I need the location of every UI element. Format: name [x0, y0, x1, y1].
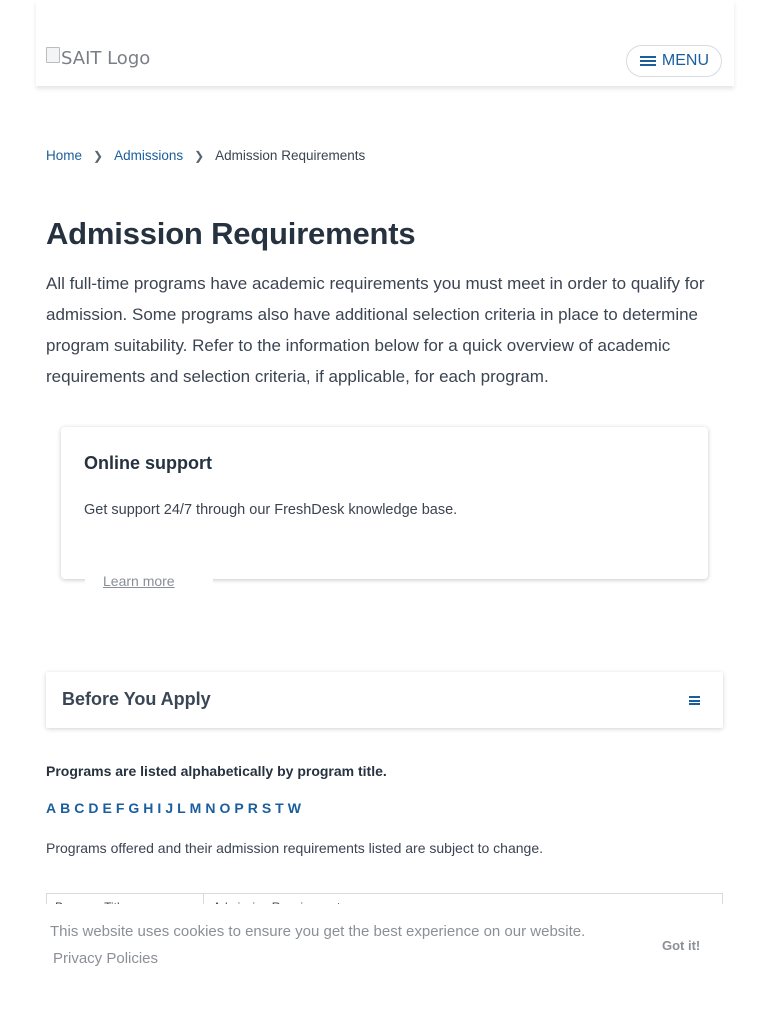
- letter-link-p[interactable]: P: [234, 800, 244, 816]
- hamburger-icon: [640, 55, 656, 67]
- before-you-apply-accordion[interactable]: [46, 672, 723, 728]
- page-title: Admission Requirements: [46, 216, 416, 251]
- letter-link-i[interactable]: I: [157, 800, 162, 816]
- letter-link-d[interactable]: D: [88, 800, 99, 816]
- breadcrumb-current: Admission Requirements: [215, 148, 366, 163]
- cookie-message: This website uses cookies to ensure you get the best experience on our website.: [50, 923, 586, 940]
- letter-link-m[interactable]: M: [189, 800, 202, 816]
- letter-link-n[interactable]: N: [205, 800, 216, 816]
- menu-lines-icon: [689, 696, 700, 705]
- chevron-right-icon: ❯: [194, 148, 205, 163]
- letter-link-o[interactable]: O: [219, 800, 231, 816]
- letter-link-r[interactable]: R: [247, 800, 258, 816]
- chevron-right-icon: ❯: [93, 148, 104, 163]
- got-it-button[interactable]: Got it!: [662, 938, 701, 953]
- online-support-card: [61, 427, 708, 579]
- logo-alt-text: SAIT Logo: [61, 48, 151, 69]
- breadcrumb: [46, 148, 365, 163]
- site-logo[interactable]: [46, 48, 150, 69]
- alphabetical-note: Programs are listed alphabetically by program title.: [46, 763, 387, 779]
- intro-paragraph: All full-time programs have academic requirements you must meet in order to qualify for admission. Some programs also have additional selection criteria in place to determine program suitability. Refer to the information below for a quick overview of academic requirements and selection criteria, if applicable, for each program.: [46, 274, 705, 386]
- letter-link-s[interactable]: S: [261, 800, 272, 816]
- breadcrumb-admissions[interactable]: Admissions: [114, 148, 184, 163]
- card-title: Online support: [84, 453, 212, 473]
- letter-link-l[interactable]: L: [177, 800, 186, 816]
- letter-link-g[interactable]: G: [128, 800, 140, 816]
- broken-image-icon: [46, 47, 60, 63]
- accordion-title: Before You Apply: [62, 689, 211, 709]
- alphabet-index: [46, 800, 301, 816]
- menu-label: MENU: [661, 52, 709, 69]
- letter-link-a[interactable]: A: [46, 800, 57, 816]
- letter-link-h[interactable]: H: [143, 800, 154, 816]
- letter-link-b[interactable]: B: [60, 800, 71, 816]
- letter-link-j[interactable]: J: [165, 800, 174, 816]
- letter-link-c[interactable]: C: [74, 800, 85, 816]
- letter-link-e[interactable]: E: [102, 800, 112, 816]
- letter-link-f[interactable]: F: [115, 800, 125, 816]
- menu-button[interactable]: [626, 45, 722, 77]
- subject-to-change-note: Programs offered and their admission requirements listed are subject to change.: [46, 840, 544, 856]
- privacy-policies-link[interactable]: Privacy Policies: [53, 950, 159, 967]
- site-header: [36, 0, 734, 86]
- breadcrumb-home[interactable]: Home: [46, 148, 83, 163]
- letter-link-w[interactable]: W: [287, 800, 301, 816]
- learn-more-link[interactable]: Learn more: [85, 570, 213, 592]
- card-text: Get support 24/7 through our FreshDesk knowledge base.: [84, 502, 458, 518]
- cookie-banner: [0, 904, 768, 1024]
- letter-link-t[interactable]: T: [275, 800, 284, 816]
